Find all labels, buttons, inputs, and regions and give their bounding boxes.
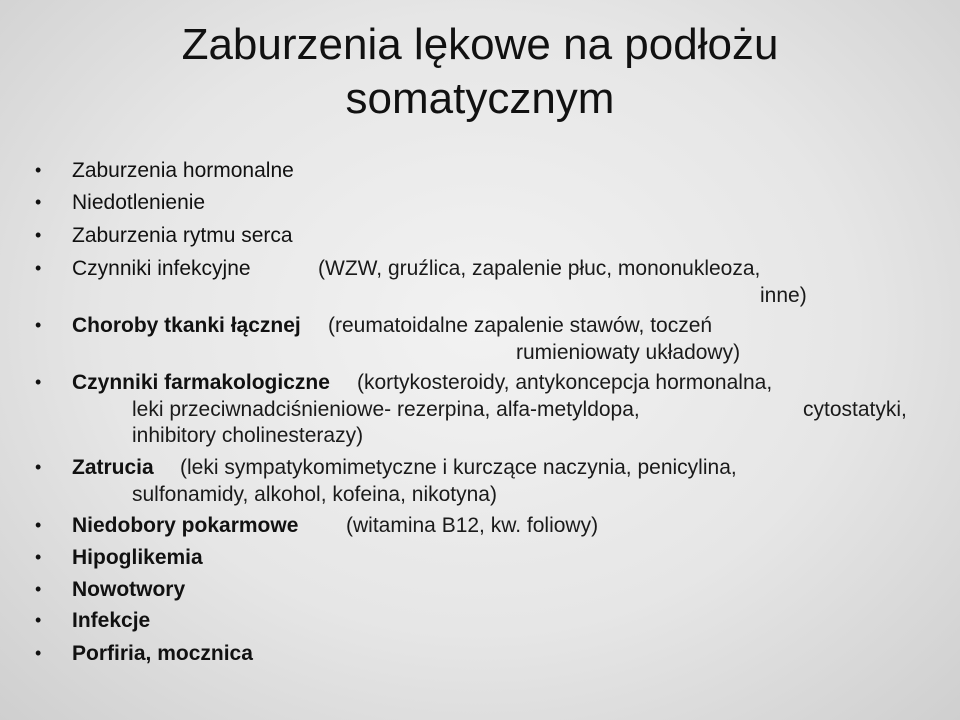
bullet-icon: • bbox=[35, 160, 42, 180]
list-item-connective-tissue-detail-cont: rumieniowaty układowy) bbox=[516, 341, 741, 364]
list-item-arrhythmia: Zaburzenia rytmu serca bbox=[72, 224, 293, 247]
list-item-tumors: Nowotwory bbox=[72, 578, 186, 601]
list-item-connective-tissue-detail: (reumatoidalne zapalenie stawów, toczeń bbox=[328, 314, 713, 337]
bullet-icon: • bbox=[35, 610, 42, 630]
list-item-connective-tissue: Choroby tkanki łącznej bbox=[72, 314, 301, 337]
bullet-icon: • bbox=[35, 515, 42, 535]
list-item-infectious-detail: (WZW, gruźlica, zapalenie płuc, mononukleoza, bbox=[318, 257, 761, 280]
bullet-icon: • bbox=[35, 372, 42, 392]
list-item-infectious-detail-cont: inne) bbox=[760, 284, 807, 307]
list-item-pharmacological-detail-2b: cytostatyki, bbox=[803, 398, 907, 421]
slide-title-line-1: Zaburzenia lękowe na podłożu bbox=[181, 20, 779, 69]
list-item-pharmacological-detail: (kortykosteroidy, antykoncepcja hormonalna, bbox=[357, 371, 773, 394]
bullet-icon: • bbox=[35, 643, 42, 663]
slide-title-line-2: somatycznym bbox=[345, 74, 615, 123]
list-item-hormonal: Zaburzenia hormonalne bbox=[72, 159, 294, 182]
list-item-poisoning: Zatrucia bbox=[72, 456, 154, 479]
bullet-icon: • bbox=[35, 315, 42, 335]
list-item-pharmacological-detail-2: leki przeciwnadciśnieniowe- rezerpina, alfa-metyldopa, bbox=[132, 398, 640, 421]
list-item-pharmacological: Czynniki farmakologiczne bbox=[72, 371, 330, 394]
bullet-icon: • bbox=[35, 547, 42, 567]
list-item-deficiency-detail: (witamina B12, kw. foliowy) bbox=[346, 514, 599, 537]
list-item-infectious: Czynniki infekcyjne bbox=[72, 257, 251, 280]
bullet-icon: • bbox=[35, 457, 42, 477]
bullet-icon: • bbox=[35, 192, 42, 212]
list-item-infections: Infekcje bbox=[72, 609, 151, 632]
list-item-deficiency: Niedobory pokarmowe bbox=[72, 514, 299, 537]
bullet-icon: • bbox=[35, 258, 42, 278]
bullet-icon: • bbox=[35, 579, 42, 599]
bullet-icon: • bbox=[35, 225, 42, 245]
list-item-hypoglycemia: Hipoglikemia bbox=[72, 546, 203, 569]
list-item-hypoxia: Niedotlenienie bbox=[72, 191, 206, 214]
list-item-poisoning-detail-cont: sulfonamidy, alkohol, kofeina, nikotyna) bbox=[132, 483, 497, 506]
list-item-porphyria: Porfiria, mocznica bbox=[72, 642, 253, 665]
list-item-pharmacological-detail-3: inhibitory cholinesterazy) bbox=[132, 424, 364, 447]
list-item-poisoning-detail: (leki sympatykomimetyczne i kurczące naczynia, penicylina, bbox=[180, 456, 737, 479]
